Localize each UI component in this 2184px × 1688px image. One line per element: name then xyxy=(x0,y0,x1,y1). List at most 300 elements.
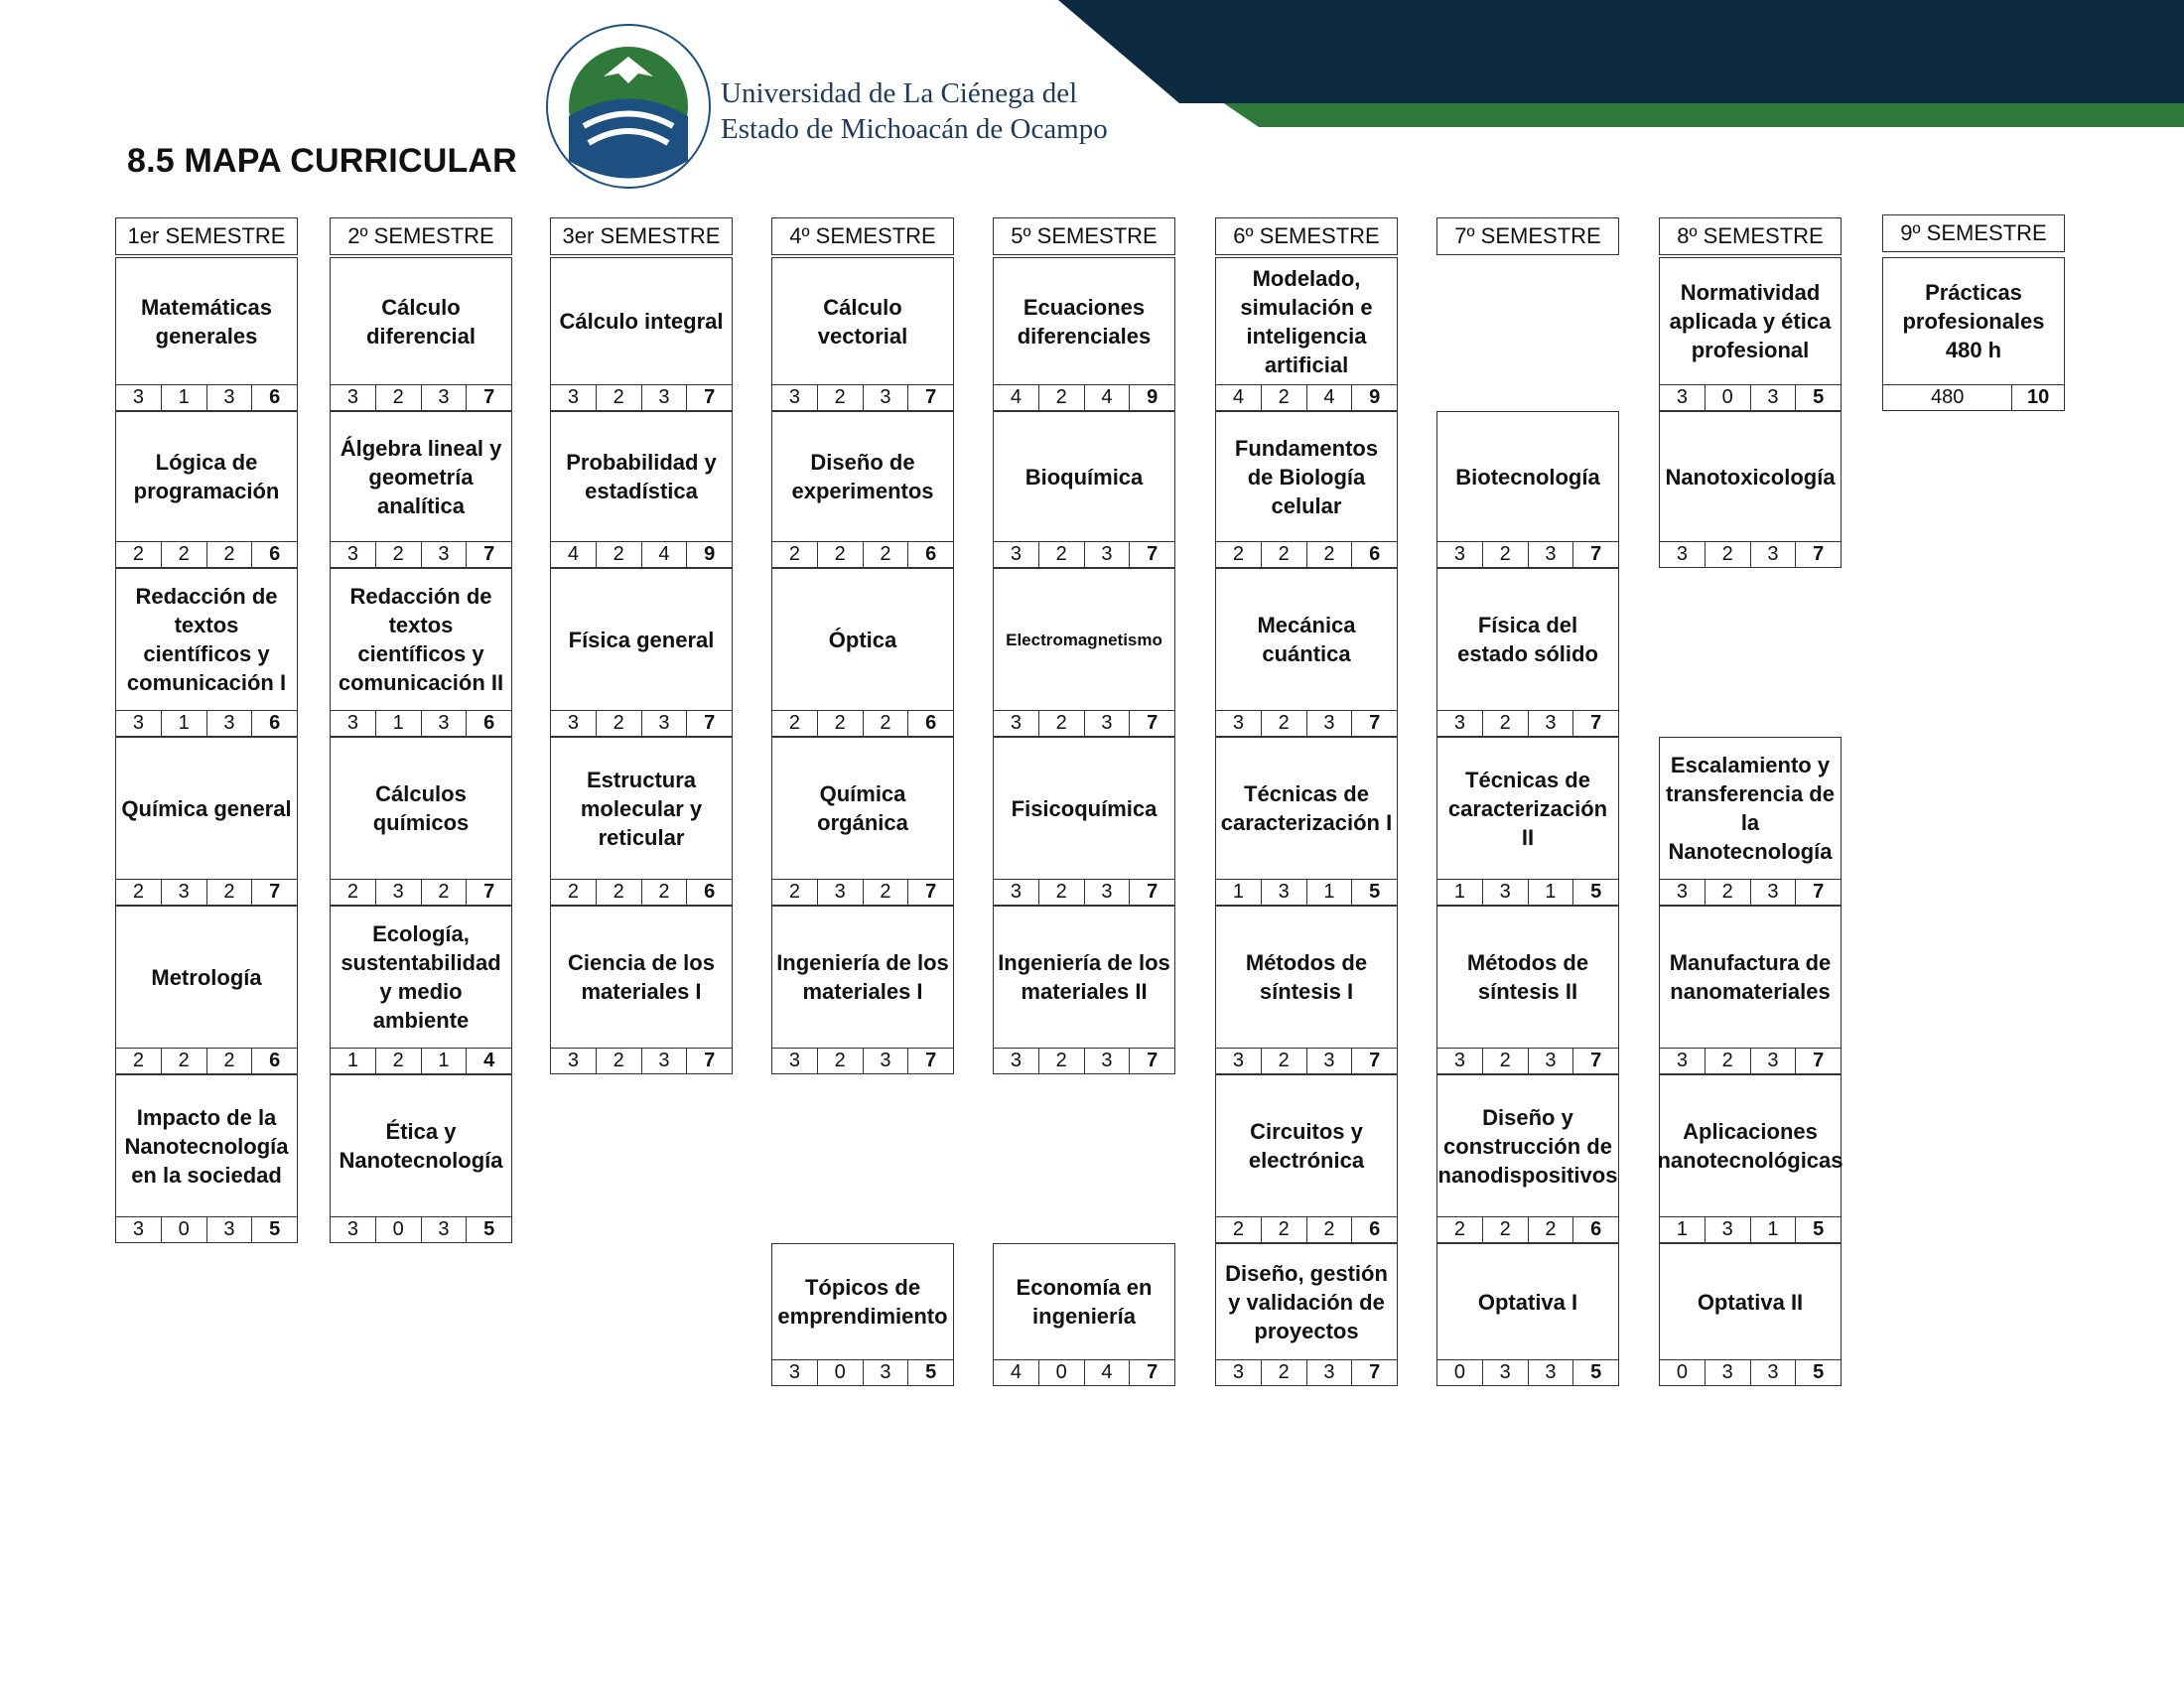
credit-value: 3 xyxy=(1232,712,1244,734)
credit-total: 7 xyxy=(1351,1360,1397,1385)
credit-value: 2 xyxy=(596,385,641,410)
course-credits xyxy=(1436,542,1619,568)
course-name: Redacción de textos científicos y comunicación I xyxy=(115,568,298,711)
credit-value: 3 xyxy=(1750,542,1796,567)
credit-total: 7 xyxy=(686,1049,732,1073)
credit-total: 5 xyxy=(1795,385,1841,410)
credit-value: 3 xyxy=(1232,1361,1244,1383)
credit-value: 3 xyxy=(346,1218,358,1240)
course-credits xyxy=(771,880,954,906)
course-credits xyxy=(330,1217,512,1243)
course-name: Metrología xyxy=(115,906,298,1049)
course-card xyxy=(330,1074,512,1243)
course-credits xyxy=(993,880,1175,906)
course-card xyxy=(771,568,954,737)
semester-header: 9º SEMESTRE xyxy=(1882,214,2065,252)
credit-value: 2 xyxy=(1261,1049,1306,1073)
credit-total: 5 xyxy=(1795,1360,1841,1385)
credit-value: 3 xyxy=(1705,1360,1750,1385)
course-name: Bioquímica xyxy=(993,411,1175,542)
credit-value: 2 xyxy=(567,881,579,903)
credit-total: 7 xyxy=(1129,880,1174,905)
credit-value: 3 xyxy=(1084,880,1130,905)
credit-value: 1 xyxy=(421,1049,467,1073)
credit-value: 3 xyxy=(161,880,206,905)
credit-value: 0 xyxy=(1676,1361,1688,1383)
credit-value: 2 xyxy=(1232,543,1244,565)
credit-value: 2 xyxy=(817,711,863,736)
credit-total: 7 xyxy=(1572,542,1618,567)
course-credits xyxy=(1659,542,1842,568)
course-card xyxy=(1659,411,1842,568)
course-card xyxy=(1436,568,1619,737)
credit-value: 3 xyxy=(1705,1217,1750,1242)
credit-total: 7 xyxy=(1795,880,1841,905)
course-name: Aplicaciones nanotecnológicas xyxy=(1659,1074,1842,1217)
credit-value: 2 xyxy=(817,1049,863,1073)
semester-header: 4º SEMESTRE xyxy=(771,217,954,255)
course-name: Cálculo integral xyxy=(550,257,733,385)
course-name: Optativa I xyxy=(1436,1243,1619,1360)
credit-value: 1 xyxy=(1750,1217,1796,1242)
course-credits xyxy=(1659,1360,1842,1386)
course-credits xyxy=(993,542,1175,568)
course-name: Química orgánica xyxy=(771,737,954,880)
course-credits xyxy=(115,880,298,906)
credit-total: 7 xyxy=(907,385,953,410)
credit-value: 3 xyxy=(1261,880,1306,905)
course-credits xyxy=(330,880,512,906)
credit-value: 1 xyxy=(1453,881,1465,903)
credit-value: 3 xyxy=(1453,543,1465,565)
credit-value: 2 xyxy=(1482,1049,1528,1073)
course-card xyxy=(550,568,733,737)
credit-total: 6 xyxy=(251,385,297,410)
course-card xyxy=(550,737,733,906)
course-name: Modelado, simulación e inteligencia artificial xyxy=(1215,257,1398,385)
course-name: Nanotoxicología xyxy=(1659,411,1842,542)
credit-value: 4 xyxy=(1010,386,1022,408)
credit-value: 3 xyxy=(421,1217,467,1242)
course-name: Probabilidad y estadística xyxy=(550,411,733,542)
credit-value: 3 xyxy=(1010,881,1022,903)
course-card xyxy=(1659,257,1842,411)
course-credits xyxy=(993,711,1175,737)
course-card xyxy=(1659,1243,1842,1386)
course-name: Cálculo diferencial xyxy=(330,257,512,385)
course-credits xyxy=(115,711,298,737)
credit-value: 2 xyxy=(1705,542,1750,567)
credit-total: 7 xyxy=(1351,711,1397,736)
course-name: Ciencia de los materiales I xyxy=(550,906,733,1049)
credit-value: 2 xyxy=(596,542,641,567)
course-name: Optativa II xyxy=(1659,1243,1842,1360)
credit-total: 5 xyxy=(251,1217,297,1242)
credit-value: 3 xyxy=(863,385,908,410)
course-name: Normatividad aplicada y ética profesional xyxy=(1659,257,1842,385)
course-credits xyxy=(115,542,298,568)
course-card xyxy=(771,411,954,568)
credit-value: 4 xyxy=(567,543,579,565)
course-card xyxy=(771,1243,954,1386)
credit-total: 7 xyxy=(1129,542,1174,567)
course-name: Economía en ingeniería xyxy=(993,1243,1175,1360)
credit-value: 3 xyxy=(641,385,687,410)
credit-value: 2 xyxy=(161,542,206,567)
course-name: Fundamentos de Biología celular xyxy=(1215,411,1398,542)
credit-value: 480 xyxy=(1930,386,1965,408)
semester-header: 6º SEMESTRE xyxy=(1215,217,1398,255)
credit-total: 7 xyxy=(1129,1360,1174,1385)
credit-value: 2 xyxy=(863,542,908,567)
credit-value: 2 xyxy=(421,880,467,905)
credit-value: 2 xyxy=(375,385,421,410)
credit-value: 0 xyxy=(161,1217,206,1242)
credit-total: 5 xyxy=(466,1217,511,1242)
credit-value: 1 xyxy=(1676,1218,1688,1240)
credit-total: 7 xyxy=(1572,711,1618,736)
credit-value: 2 xyxy=(1261,542,1306,567)
credit-value: 3 xyxy=(206,385,252,410)
course-credits xyxy=(550,1049,733,1074)
credit-value: 2 xyxy=(1482,542,1528,567)
credit-value: 3 xyxy=(1676,1050,1688,1071)
semester-header: 2º SEMESTRE xyxy=(330,217,512,255)
course-card xyxy=(1659,906,1842,1074)
course-credits xyxy=(1659,1049,1842,1074)
credit-value: 3 xyxy=(641,1049,687,1073)
credit-value: 2 xyxy=(1482,711,1528,736)
credit-value: 2 xyxy=(132,881,144,903)
credit-total: 6 xyxy=(1351,542,1397,567)
course-card xyxy=(771,737,954,906)
credit-value: 1 xyxy=(1528,880,1573,905)
course-card xyxy=(1215,1074,1398,1243)
course-name: Matemáticas generales xyxy=(115,257,298,385)
credit-total: 5 xyxy=(1572,1360,1618,1385)
credit-value: 2 xyxy=(1705,1049,1750,1073)
credit-value: 2 xyxy=(1038,711,1084,736)
course-card xyxy=(330,568,512,737)
credit-value: 3 xyxy=(1232,1050,1244,1071)
credit-total: 9 xyxy=(1129,385,1174,410)
credit-value: 3 xyxy=(1528,711,1573,736)
university-name-line2: Estado de Michoacán de Ocampo xyxy=(721,113,1108,145)
credit-value: 3 xyxy=(421,711,467,736)
course-card xyxy=(1436,906,1619,1074)
credit-value: 2 xyxy=(132,543,144,565)
course-name: Métodos de síntesis I xyxy=(1215,906,1398,1049)
credit-value: 3 xyxy=(1482,1360,1528,1385)
credit-value: 3 xyxy=(567,1050,579,1071)
course-card xyxy=(115,257,298,411)
credit-value: 2 xyxy=(863,711,908,736)
credit-value: 3 xyxy=(1010,1050,1022,1071)
credit-value: 3 xyxy=(1084,1049,1130,1073)
university-name-line1: Universidad de La Ciénega del xyxy=(721,77,1078,109)
course-name: Escalamiento y transferencia de la Nanotecnología xyxy=(1659,737,1842,880)
credit-value: 4 xyxy=(1232,386,1244,408)
course-name: Fisicoquímica xyxy=(993,737,1175,880)
course-name: Ecología, sustentabilidad y medio ambiente xyxy=(330,906,512,1049)
credit-total: 7 xyxy=(907,1049,953,1073)
semester-header: 7º SEMESTRE xyxy=(1436,217,1619,255)
course-name: Métodos de síntesis II xyxy=(1436,906,1619,1049)
credit-value: 3 xyxy=(788,1050,800,1071)
credit-total: 7 xyxy=(1795,542,1841,567)
semester-header: 5º SEMESTRE xyxy=(993,217,1175,255)
semester-header: 3er SEMESTRE xyxy=(550,217,733,255)
credit-value: 3 xyxy=(863,1049,908,1073)
credit-total: 7 xyxy=(907,880,953,905)
credit-value: 3 xyxy=(375,880,421,905)
credit-value: 0 xyxy=(1705,385,1750,410)
course-credits xyxy=(1436,1217,1619,1243)
credit-value: 3 xyxy=(1306,1049,1352,1073)
course-name: Ética y Nanotecnología xyxy=(330,1074,512,1217)
credit-value: 4 xyxy=(1084,1360,1130,1385)
credit-value: 3 xyxy=(1084,542,1130,567)
credit-value: 2 xyxy=(206,1049,252,1073)
course-name: Física del estado sólido xyxy=(1436,568,1619,711)
credit-value: 2 xyxy=(596,1049,641,1073)
course-card xyxy=(1215,737,1398,906)
course-credits xyxy=(1215,711,1398,737)
credit-value: 4 xyxy=(1084,385,1130,410)
credit-value: 2 xyxy=(346,881,358,903)
credit-value: 3 xyxy=(206,1217,252,1242)
course-card xyxy=(1436,1243,1619,1386)
credit-value: 3 xyxy=(788,1361,800,1383)
course-credits xyxy=(550,880,733,906)
course-credits xyxy=(771,385,954,411)
credit-total: 7 xyxy=(466,880,511,905)
course-credits xyxy=(1436,711,1619,737)
credit-total: 5 xyxy=(1795,1217,1841,1242)
credit-value: 3 xyxy=(788,386,800,408)
course-name: Diseño, gestión y validación de proyectos xyxy=(1215,1243,1398,1360)
course-card xyxy=(993,257,1175,411)
credit-value: 1 xyxy=(346,1050,358,1071)
credit-value: 2 xyxy=(596,711,641,736)
credit-value: 2 xyxy=(132,1050,144,1071)
credit-value: 2 xyxy=(206,880,252,905)
course-credits xyxy=(330,711,512,737)
course-name: Técnicas de caracterización I xyxy=(1215,737,1398,880)
course-card xyxy=(1436,411,1619,568)
credit-value: 3 xyxy=(346,712,358,734)
course-credits xyxy=(771,1049,954,1074)
credit-value: 3 xyxy=(1528,542,1573,567)
course-credits xyxy=(1215,385,1398,411)
course-card xyxy=(993,906,1175,1074)
credit-value: 3 xyxy=(421,542,467,567)
course-credits xyxy=(1659,385,1842,411)
credit-total: 5 xyxy=(1572,880,1618,905)
course-card xyxy=(1215,257,1398,411)
credit-total: 6 xyxy=(1572,1217,1618,1242)
course-card xyxy=(1659,737,1842,906)
credit-total: 6 xyxy=(251,542,297,567)
course-credits xyxy=(115,1049,298,1074)
course-credits xyxy=(115,385,298,411)
credit-value: 3 xyxy=(1453,712,1465,734)
credit-value: 3 xyxy=(1010,712,1022,734)
course-name: Lógica de programación xyxy=(115,411,298,542)
course-card xyxy=(1882,257,2065,411)
course-card xyxy=(115,411,298,568)
credit-total: 6 xyxy=(1351,1217,1397,1242)
credit-total: 7 xyxy=(1129,1049,1174,1073)
course-credits xyxy=(1659,880,1842,906)
credit-value: 3 xyxy=(1084,711,1130,736)
course-name: Biotecnología xyxy=(1436,411,1619,542)
credit-value: 2 xyxy=(1528,1217,1573,1242)
credit-total: 7 xyxy=(1795,1049,1841,1073)
credit-value: 0 xyxy=(1038,1360,1084,1385)
course-credits xyxy=(771,542,954,568)
course-credits xyxy=(1436,1360,1619,1386)
course-card xyxy=(1215,1243,1398,1386)
credit-value: 4 xyxy=(1306,385,1352,410)
course-card xyxy=(1215,411,1398,568)
course-credits xyxy=(1215,1360,1398,1386)
semester-header: 8º SEMESTRE xyxy=(1659,217,1842,255)
course-card xyxy=(1215,568,1398,737)
course-card xyxy=(993,411,1175,568)
credit-value: 1 xyxy=(1232,881,1244,903)
credit-value: 2 xyxy=(1453,1218,1465,1240)
credit-value: 3 xyxy=(567,386,579,408)
course-credits xyxy=(1436,1049,1619,1074)
credit-total: 6 xyxy=(251,711,297,736)
credit-value: 3 xyxy=(1482,880,1528,905)
course-credits xyxy=(115,1217,298,1243)
course-credits xyxy=(993,1049,1175,1074)
credit-value: 3 xyxy=(1528,1360,1573,1385)
course-credits xyxy=(1215,1217,1398,1243)
credit-value: 2 xyxy=(161,1049,206,1073)
course-name: Electromagnetismo xyxy=(993,568,1175,711)
credit-value: 3 xyxy=(1676,543,1688,565)
credit-value: 3 xyxy=(1306,711,1352,736)
course-card xyxy=(771,257,954,411)
course-name: Diseño y construcción de nanodispositivos xyxy=(1436,1074,1619,1217)
credit-value: 3 xyxy=(132,1218,144,1240)
credit-value: 2 xyxy=(1261,1360,1306,1385)
credit-total: 7 xyxy=(686,385,732,410)
credit-value: 2 xyxy=(375,542,421,567)
university-seal-icon xyxy=(544,22,713,191)
credit-total: 5 xyxy=(1351,880,1397,905)
credit-value: 3 xyxy=(1306,1360,1352,1385)
credit-value: 1 xyxy=(161,385,206,410)
course-card xyxy=(993,568,1175,737)
credit-total: 7 xyxy=(1351,1049,1397,1073)
credit-value: 2 xyxy=(375,1049,421,1073)
course-card xyxy=(550,257,733,411)
credit-total: 4 xyxy=(466,1049,511,1073)
credit-total: 6 xyxy=(686,880,732,905)
course-name: Química general xyxy=(115,737,298,880)
credit-value: 2 xyxy=(1261,385,1306,410)
course-credits xyxy=(1436,880,1619,906)
credit-total: 6 xyxy=(907,711,953,736)
course-card xyxy=(330,411,512,568)
course-credits xyxy=(1882,385,2065,411)
credit-total: 10 xyxy=(2011,385,2064,410)
course-card xyxy=(115,1074,298,1243)
credit-value: 3 xyxy=(1453,1050,1465,1071)
credit-value: 2 xyxy=(788,881,800,903)
credit-value: 0 xyxy=(375,1217,421,1242)
course-credits xyxy=(550,711,733,737)
credit-total: 7 xyxy=(1572,1049,1618,1073)
course-name: Manufactura de nanomateriales xyxy=(1659,906,1842,1049)
course-name: Álgebra lineal y geometría analítica xyxy=(330,411,512,542)
credit-value: 3 xyxy=(1750,880,1796,905)
credit-total: 9 xyxy=(1351,385,1397,410)
credit-total: 9 xyxy=(686,542,732,567)
credit-value: 3 xyxy=(567,712,579,734)
credit-total: 7 xyxy=(686,711,732,736)
course-name: Cálculo vectorial xyxy=(771,257,954,385)
course-name: Óptica xyxy=(771,568,954,711)
course-credits xyxy=(550,385,733,411)
credit-value: 2 xyxy=(596,880,641,905)
course-name: Circuitos y electrónica xyxy=(1215,1074,1398,1217)
credit-value: 2 xyxy=(1705,880,1750,905)
credit-total: 7 xyxy=(466,385,511,410)
credit-total: 6 xyxy=(251,1049,297,1073)
course-name: Ingeniería de los materiales II xyxy=(993,906,1175,1049)
credit-total: 7 xyxy=(251,880,297,905)
credit-value: 2 xyxy=(788,712,800,734)
credit-value: 2 xyxy=(817,542,863,567)
credit-value: 3 xyxy=(1528,1049,1573,1073)
course-credits xyxy=(330,385,512,411)
credit-total: 6 xyxy=(466,711,511,736)
course-card xyxy=(1436,737,1619,906)
credit-value: 3 xyxy=(817,880,863,905)
credit-value: 2 xyxy=(1261,711,1306,736)
credit-total: 7 xyxy=(466,542,511,567)
course-card xyxy=(771,906,954,1074)
course-name: Ingeniería de los materiales I xyxy=(771,906,954,1049)
credit-total: 6 xyxy=(907,542,953,567)
course-credits xyxy=(993,1360,1175,1386)
credit-value: 2 xyxy=(1038,880,1084,905)
course-credits xyxy=(330,1049,512,1074)
course-card xyxy=(115,906,298,1074)
credit-value: 2 xyxy=(863,880,908,905)
course-credits xyxy=(993,385,1175,411)
course-card xyxy=(330,906,512,1074)
credit-value: 3 xyxy=(1750,385,1796,410)
credit-value: 1 xyxy=(375,711,421,736)
credit-value: 3 xyxy=(132,386,144,408)
credit-total: 7 xyxy=(1129,711,1174,736)
course-card xyxy=(1436,1074,1619,1243)
course-card xyxy=(1215,906,1398,1074)
course-name: Diseño de experimentos xyxy=(771,411,954,542)
course-name: Física general xyxy=(550,568,733,711)
course-card xyxy=(330,737,512,906)
semester-header: 1er SEMESTRE xyxy=(115,217,298,255)
course-name: Redacción de textos científicos y comunicación II xyxy=(330,568,512,711)
credit-value: 2 xyxy=(206,542,252,567)
credit-value: 1 xyxy=(1306,880,1352,905)
